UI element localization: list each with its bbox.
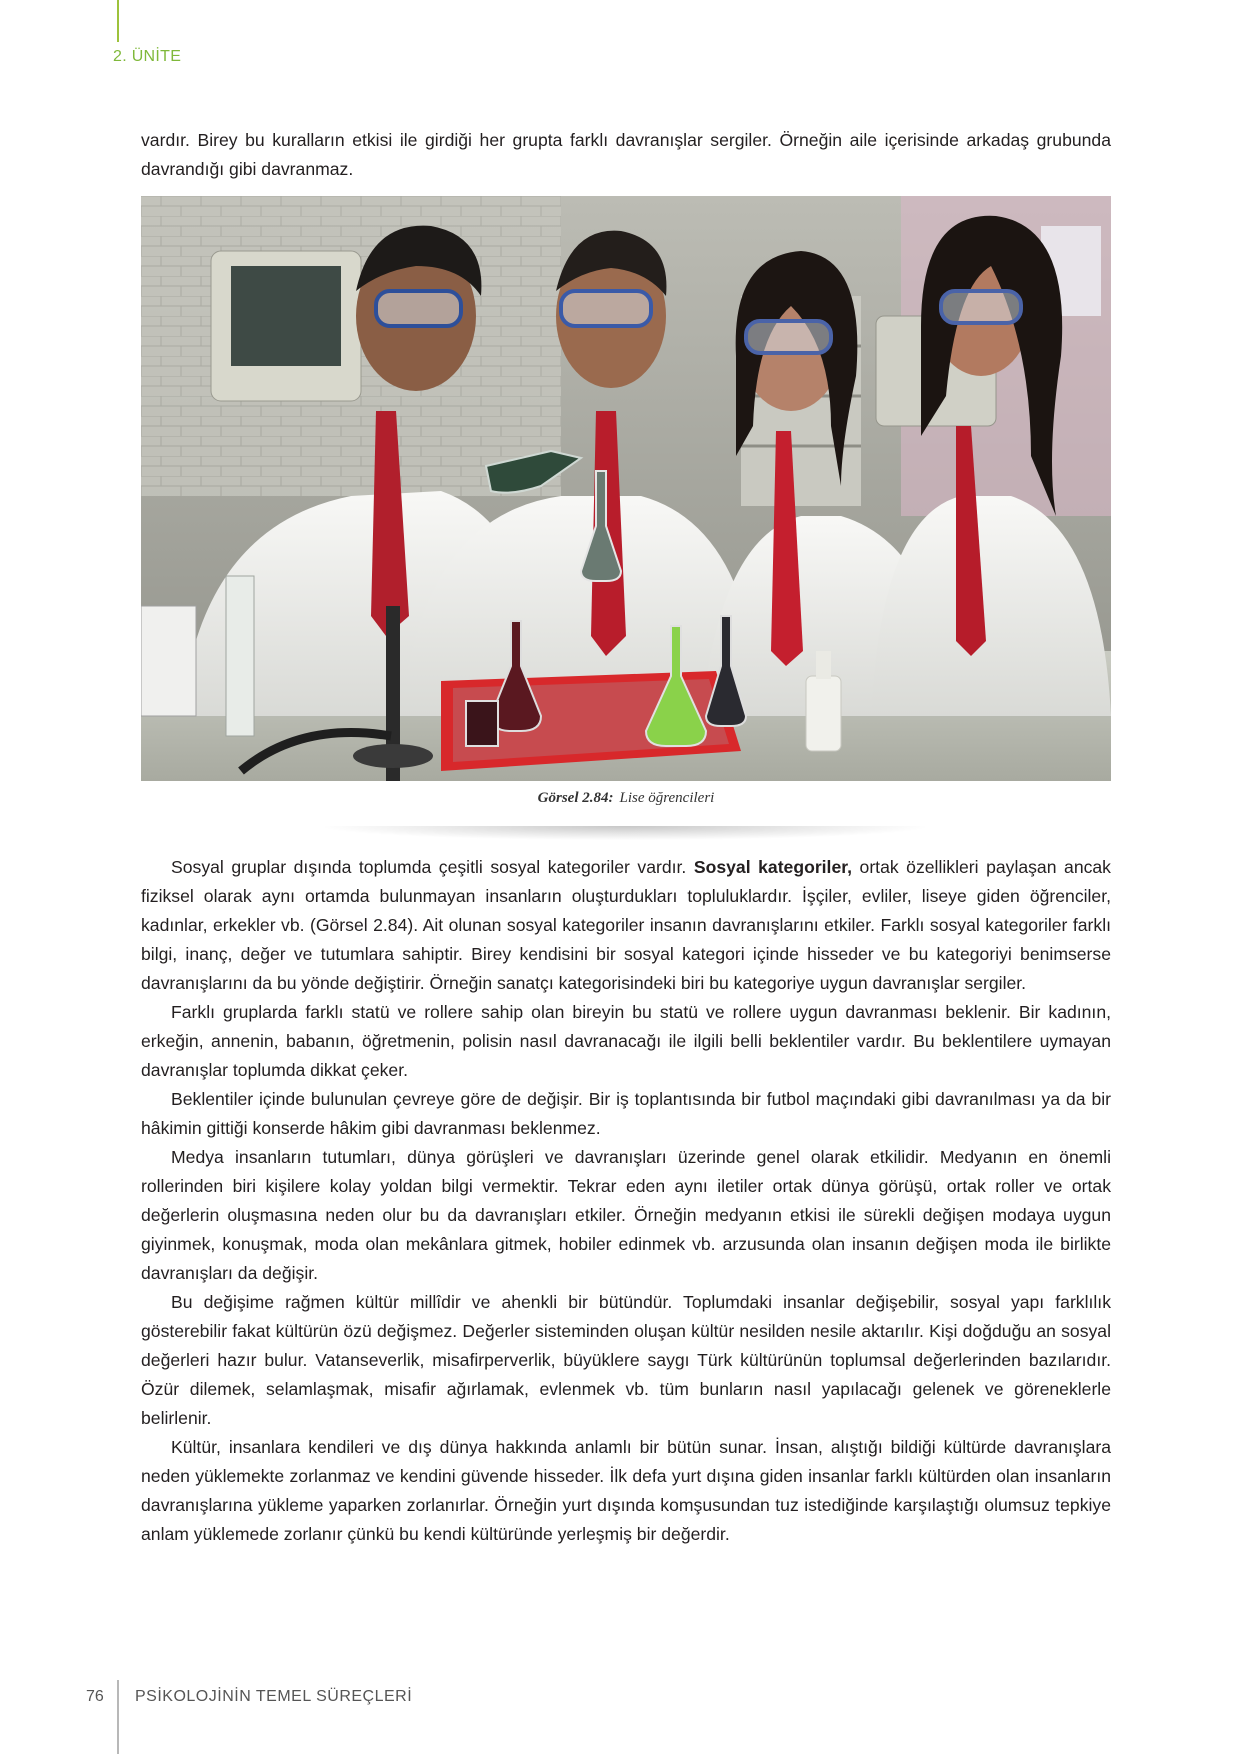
paragraph-1-start: Sosyal gruplar dışında toplumda çeşitli sosyal kategoriler vardır. — [171, 857, 694, 877]
figure-text: Lise öğrencileri — [619, 790, 715, 806]
paragraph-3: Beklentiler içinde bulunulan çevreye göre de değişir. Bir iş toplantısında bir futbol maçındaki gibi davranılması ya da bir hâkimin gittiği konserde hâkim gibi davranması beklenmez. — [141, 1089, 1111, 1138]
caption-shadow — [325, 826, 925, 840]
header-rule — [117, 0, 119, 42]
paragraph-5: Bu değişime rağmen kültür millîdir ve ahenkli bir bütündür. Toplumdaki insanlar değişebilir, sosyal yapı farklılık gösterebilir fakat kültürün özü değişmez. Değerler sisteminden oluşan kültür nesilden nesile aktarılır. Kişi doğduğu an sosyal değerleri hazır bulur. Vatanseverlik, misafirperverlik, büyüklere saygı Türk kültürünün toplumsal değerlerinden bazılarıdır. Özür dilemek, selamlaşmak, misafir ağırlamak, evlenmek vb. tüm bunların nasıl yapılacağı gelenek ve göreneklerle belirlenir. — [141, 1292, 1111, 1428]
paragraph-1 — [141, 853, 1111, 998]
book-title: PSİKOLOJİNİN TEMEL SÜREÇLERİ — [135, 1688, 413, 1705]
photo-illustration — [141, 196, 1111, 781]
term-sosyal-kategoriler: Sosyal kategoriler, — [693, 857, 852, 877]
paragraph-4: Medya insanların tutumları, dünya görüşleri ve davranışları üzerinde genel olarak etkilidir. Medyanın en önemli rollerinden biri kişilere kolay yoldan bilgi vermektir. Tekrar eden aynı iletiler ortak dünya görüşü, ortak roller ve ortak değerlerin oluşmasına neden olur bu da davranışları etkiler. Örneğin medyanın etkisi ile sürekli değişen modaya uygun giyinmek, konuşmak, moda olan mekânlara gitmek, hobiler edinmek vb. arzusunda olan insanın değişen moda ile birlikte davranışları da değişir. — [141, 1147, 1111, 1283]
paragraph-1-rest: ortak özellikleri paylaşan ancak fiziksel olarak aynı ortamda bulunmayan insanların oluşturdukları topluluklardır. İşçiler, evliler, liseye giden öğrenciler, kadınlar, erkekler vb. (Görsel 2.84). Ait olunan sosyal kategoriler insanın davranışlarını etkiler. Farklı sosyal kategoriler farklı bilgi, inanç, değer ve tutumlara sahiptir. Birey kendisini bir sosyal kategori içinde hisseder ve bu kategoriyi benimserse davranışlarını da bu yönde değiştirir. Örneğin sanatçı kategorisindeki biri bu kategoriye uygun davranışlar sergiler. — [141, 857, 1111, 993]
page-number: 76 — [86, 1688, 104, 1705]
body-text — [141, 853, 1111, 1549]
paragraph-6: Kültür, insanlara kendileri ve dış dünya hakkında anlamlı bir bütün sunar. İnsan, alıştığı bildiği kültürde davranışlara neden yüklemekte zorlanmaz ve kendini güvende hisseder. İlk defa yurt dışına giden insanlar farklı kültürden olan insanların davranışlarına yükleme yaparken zorlanırlar. Örneğin yurt dışında komşusundan tuz istediğinde karşılaştığı olumsuz tepkiye anlam yüklemede zorlanır çünkü bu kendi kültüründe yerleşmiş bir değerdir. — [141, 1437, 1111, 1544]
students-lab-photo — [141, 196, 1111, 781]
intro-text: vardır. Birey bu kuralların etkisi ile girdiği her grupta farklı davranışlar sergiler. Örneğin aile içerisinde arkadaş grubunda davrandığı gibi davranmaz. — [141, 130, 1111, 179]
figure-caption — [141, 790, 1111, 807]
footer-rule — [117, 1680, 119, 1754]
unit-label: 2. ÜNİTE — [113, 48, 182, 65]
intro-paragraph — [141, 126, 1111, 184]
figure-label: Görsel 2.84: — [537, 790, 614, 806]
paragraph-2: Farklı gruplarda farklı statü ve rollere sahip olan bireyin bu statü ve rollere uygun davranması beklenir. Bir kadının, erkeğin, annenin, babanın, öğretmenin, polisin nasıl davranacağı ile ilgili belli beklentiler vardır. Bu beklentilere uymayan davranışlar toplumda dikkat çeker. — [141, 1002, 1111, 1080]
